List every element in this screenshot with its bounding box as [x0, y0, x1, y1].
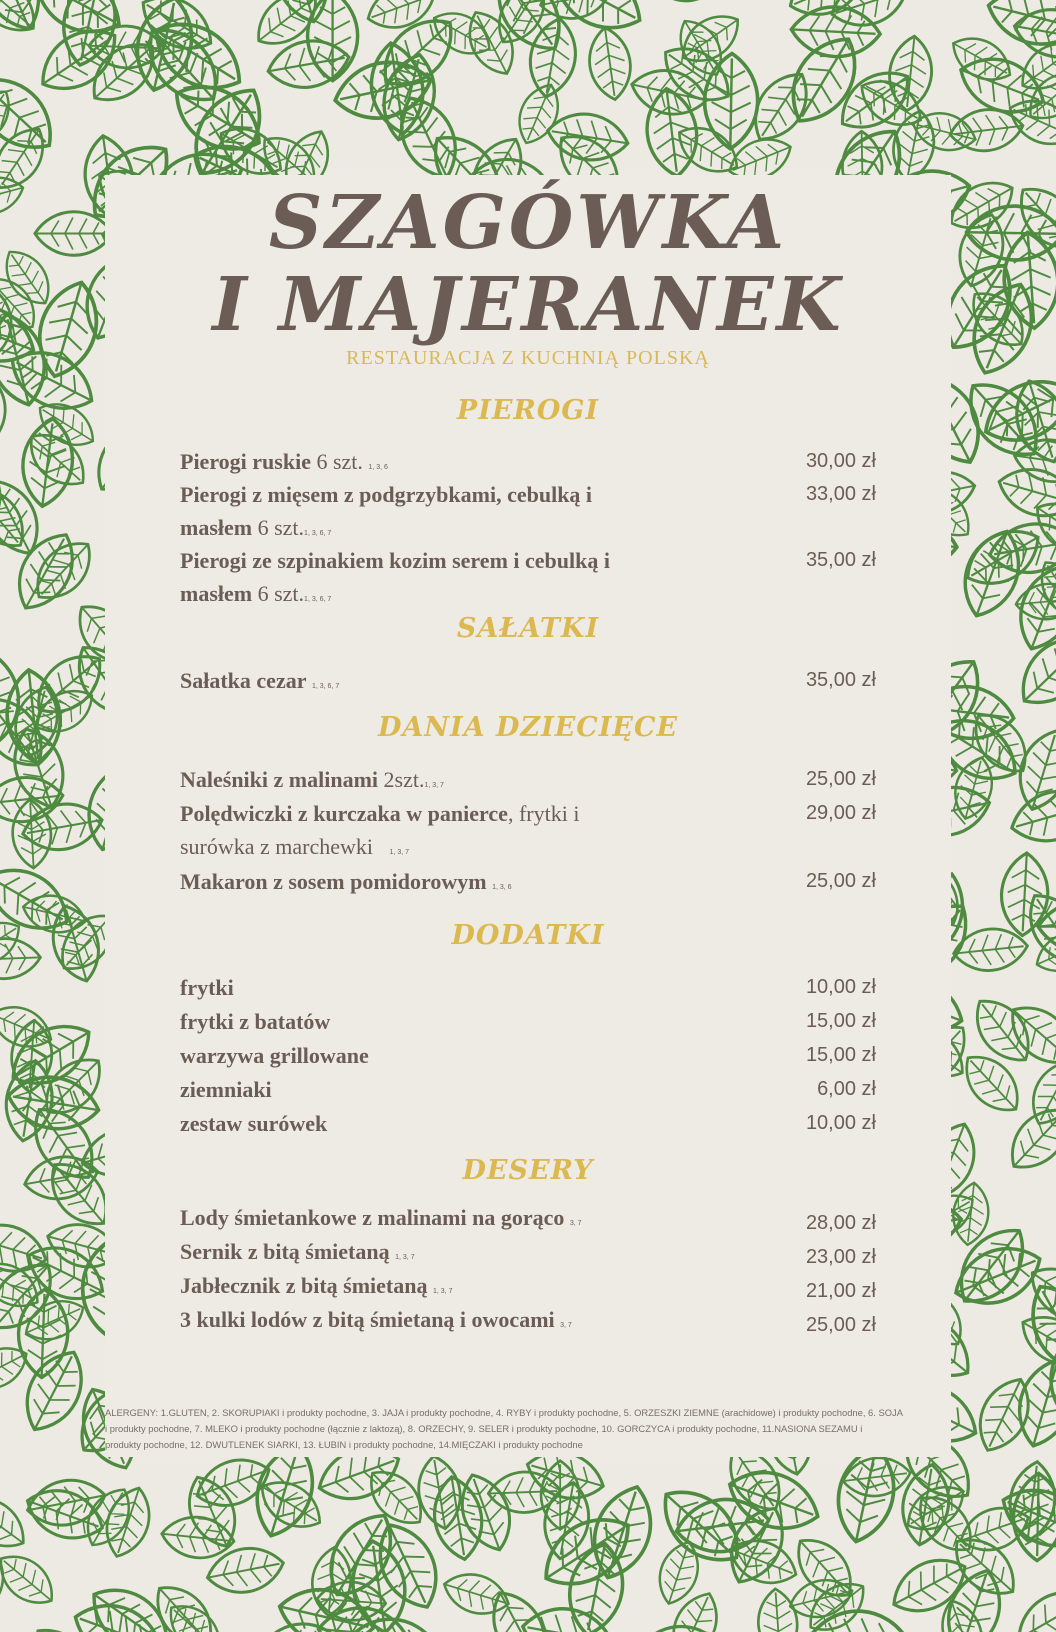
- allergens-line: produkty pochodne, 12. DWUTLENEK SIARKI, 13. ŁUBIN i produkty pochodne, 14.MIĘCZAKI i produkty pochodne: [105, 1439, 583, 1450]
- leaf-icon: [0, 171, 28, 221]
- leaf-icon: [830, 1441, 903, 1547]
- menu-item: Pierogi z mięsem z podgrzybkami, cebulką i masłem 6 szt.1, 3, 6, 7: [180, 482, 593, 540]
- restaurant-tagline: RESTAURACJA Z KUCHNIĄ POLSKĄ: [346, 347, 710, 369]
- leaf-icon: [518, 1602, 616, 1632]
- leaf-icon: [1008, 1579, 1056, 1632]
- menu-item: ziemniaki: [180, 1077, 272, 1102]
- leaf-icon: [19, 422, 96, 496]
- restaurant-name-line-1: SZAGÓWKA: [268, 180, 788, 266]
- restaurant-name-line-2: I MAJERANEK: [212, 262, 844, 348]
- leaf-icon: [0, 1486, 35, 1559]
- leaf-icon: [0, 118, 55, 198]
- leaf-icon: [267, 0, 337, 28]
- menu-item-price: 25,00 zł: [805, 1314, 876, 1336]
- menu-item-price: 10,00 zł: [805, 1112, 876, 1134]
- leaf-icon: [1012, 435, 1056, 486]
- section-heading-dania-dzieciece: DANIA DZIECIĘCE: [377, 712, 679, 743]
- leaf-icon: [0, 937, 41, 980]
- leaf-icon: [673, 4, 749, 72]
- menu-item-price: 28,00 zł: [805, 1212, 876, 1234]
- menu-item: 3 kulki lodów z bitą śmietaną i owocami 3, 7: [180, 1307, 572, 1332]
- menu-item: Jabłecznik z bitą śmietaną 1, 3, 7: [180, 1273, 453, 1298]
- menu-item-price: 35,00 zł: [805, 669, 876, 691]
- leaf-icon: [974, 367, 1056, 456]
- section-heading-desery: DESERY: [462, 1155, 594, 1186]
- leaf-icon: [163, 70, 273, 165]
- leaf-icon: [1002, 90, 1056, 154]
- leaf-icon: [825, 0, 913, 35]
- menu-item: Polędwiczki z kurczaka w panierce, frytki i surówka z marchewki 1, 3, 7: [180, 801, 580, 859]
- allergens-line: ALERGENY: 1.GLUTEN, 2. SKORUPIAKI i produkty pochodne, 3. JAJA i produkty pochodne, 4. RYBY i produkty pochodne, 5. ORZESZKI ZIEMNE (arachidowe) i produkty pochodne, 6. SOJA: [105, 1407, 903, 1418]
- menu-item-price: 33,00 zł: [805, 483, 876, 505]
- leaf-icon: [841, 1454, 913, 1500]
- leaf-icon: [718, 1498, 795, 1592]
- menu-item: Sernik z bitą śmietaną 1, 3, 7: [180, 1239, 415, 1264]
- menu-item-price: 25,00 zł: [805, 768, 876, 790]
- menu-item: frytki z batatów: [180, 1009, 331, 1034]
- leaf-icon: [160, 1514, 236, 1562]
- leaf-icon: [777, 26, 872, 135]
- allergens-footnote: [105, 1405, 951, 1453]
- menu-item-price: 6,00 zł: [817, 1078, 876, 1100]
- leaf-icon: [1006, 1459, 1056, 1543]
- leaf-icon: [583, 1479, 663, 1586]
- leaf-icon: [203, 1542, 287, 1599]
- leaf-icon: [756, 1587, 799, 1632]
- leaf-icon: [0, 1545, 63, 1615]
- leaf-icon: [480, 1582, 557, 1632]
- leaf-icon: [1005, 782, 1056, 851]
- menu-panel: [105, 175, 951, 1457]
- menu-item-price: 15,00 zł: [805, 1044, 876, 1066]
- menu-item: Pierogi ze szpinakiem kozim serem i cebulką i masłem 6 szt.1, 3, 6, 7: [180, 548, 610, 606]
- leaf-icon: [80, 30, 166, 114]
- leaf-icon: [1007, 623, 1056, 719]
- menu-item: Naleśniki z malinami 2szt.1, 3, 7: [180, 767, 444, 792]
- section-heading-salatki: SAŁATKI: [456, 613, 600, 644]
- leaf-icon: [28, 275, 107, 384]
- menu-item-price: 15,00 zł: [805, 1010, 876, 1032]
- leaf-icon: [655, 0, 729, 9]
- menu-item-price: 21,00 zł: [805, 1280, 876, 1302]
- menu-item-price: 30,00 zł: [805, 450, 876, 472]
- leaf-icon: [968, 1370, 1040, 1459]
- leaf-icon: [585, 25, 635, 102]
- allergens-line: i produkty pochodne, 7. MLEKO i produkty pochodne (łącznie z laktozą), 8. ORZECHY, 9. SELER i produkty pochodne, 10. GORCZYCA i produkty pochodne, 11.NASIONA SEZAMU i: [105, 1423, 863, 1434]
- leaf-icon: [361, 0, 440, 37]
- leaf-icon: [0, 998, 58, 1057]
- menu-item-price: 10,00 zł: [805, 976, 876, 998]
- menu-item-price: 23,00 zł: [805, 1246, 876, 1268]
- menu-item-price: 35,00 zł: [805, 549, 876, 571]
- menu-item: Pierogi ruskie 6 szt. 1, 3, 6: [180, 449, 388, 474]
- leaf-icon: [0, 63, 67, 165]
- menu-item-price: 25,00 zł: [805, 870, 876, 892]
- leaf-icon: [999, 852, 1049, 937]
- menu-item: warzywa grillowane: [180, 1043, 369, 1068]
- menu-item-price: 29,00 zł: [805, 802, 876, 824]
- menu-item: Sałatka cezar 1, 3, 6, 7: [180, 668, 340, 693]
- menu-item: Lody śmietankowe z malinami na gorąco 3, 7: [180, 1205, 582, 1230]
- section-heading-pierogi: PIEROGI: [456, 395, 600, 426]
- menu-item: zestaw surówek: [180, 1111, 328, 1136]
- leaf-icon: [1009, 1353, 1056, 1453]
- menu-item: Makaron z sosem pomidorowym 1, 3, 6: [180, 869, 512, 894]
- leaf-icon: [35, 212, 113, 256]
- menu-item: frytki: [180, 975, 234, 1000]
- section-heading-dodatki: DODATKI: [451, 920, 605, 951]
- leaf-icon: [964, 989, 1042, 1073]
- leaf-icon: [67, 1593, 169, 1632]
- leaf-icon: [954, 1045, 1031, 1123]
